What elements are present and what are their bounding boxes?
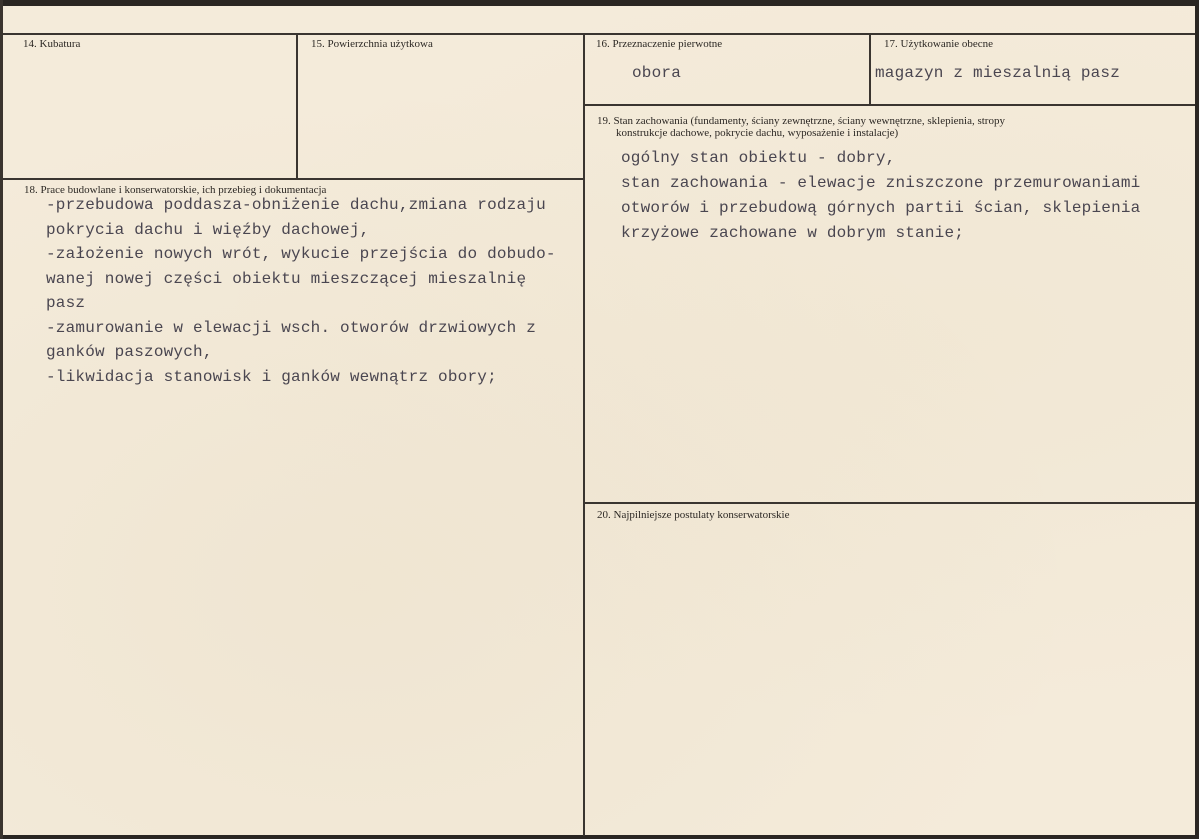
field-16-label: 16. Przeznaczenie pierwotne [596, 38, 723, 50]
field-18-line: -likwidacja stanowisk i ganków wewnątrz obory; [46, 367, 497, 386]
field-18-line: -założenie nowych wrót, wykucie przejścia do dobudo- [46, 245, 556, 263]
field-18-text [46, 193, 556, 389]
field-19-text [621, 146, 1140, 246]
card-left-border [0, 0, 3, 839]
field-18-line: -zamurowanie w elewacji wsch. otworów drzwiowych z [46, 318, 537, 337]
divider-14-15 [296, 34, 298, 178]
field-19-line: ogólny stan obiektu - dobry, [621, 149, 896, 167]
field-19-line: stan zachowania - elewacje zniszczone przemurowaniami [621, 174, 1141, 192]
field-19-line: krzyżowe zachowane w dobrym stanie; [621, 224, 965, 242]
field-19-label-line1: 19. Stan zachowania (fundamenty, ściany zewnętrzne, ściany wewnętrzne, sklepienia, stropy [597, 115, 1005, 127]
field-18-line: pasz [46, 294, 86, 312]
row-line-15-18 [3, 178, 584, 180]
divider-16-17 [869, 34, 871, 106]
field-18-label: 18. Prace budowlane i konserwatorskie, ich przebieg i dokumentacja [24, 184, 327, 196]
field-19-label-line2: konstrukcje dachowe, pokrycie dachu, wyposażenie i instalacje) [616, 127, 899, 139]
field-15-label: 15. Powierzchnia użytkowa [311, 38, 433, 50]
field-20-label: 20. Najpilniejsze postulaty konserwatorskie [597, 509, 790, 521]
field-19-line: otworów i przebudową górnych partii ścian, sklepienia [621, 199, 1141, 217]
field-17-label: 17. Użytkowanie obecne [884, 38, 994, 50]
field-17-value: magazyn z mieszalnią pasz [875, 64, 1121, 82]
card-right-border [1195, 0, 1199, 839]
field-18-line: -przebudowa poddasza-obniżenie dachu,zmiana rodzaju [46, 196, 546, 214]
row-line-17-19 [584, 104, 1195, 106]
row-line-19-20 [584, 502, 1195, 504]
card-bottom-border [0, 835, 1199, 839]
field-18-line: pokrycia dachu i więźby dachowej, [46, 220, 370, 239]
field-16-value: obora [632, 64, 682, 82]
field-14-label: 14. Kubatura [23, 38, 81, 50]
header-row-line [3, 33, 1195, 35]
field-18-line: ganków paszowych, [46, 343, 213, 361]
field-18-line: wanej nowej części obiektu mieszczącej mieszalnię [46, 269, 527, 288]
card-top-border [0, 0, 1199, 6]
main-column-divider [583, 34, 585, 836]
